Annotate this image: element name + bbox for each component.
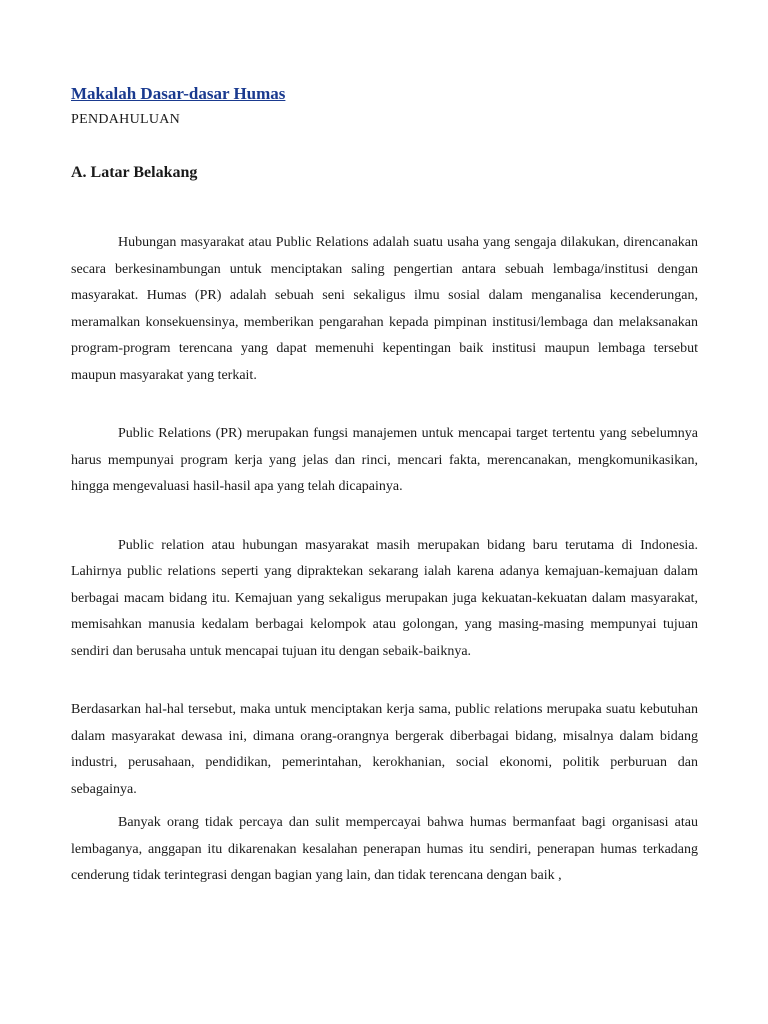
paragraph-5: Banyak orang tidak percaya dan sulit mempercayai bahwa humas bermanfaat bagi organisasi atau lembaganya, anggapan itu dikarenakan kesalahan penerapan humas itu sendiri, penerapan humas terkadang cenderung tidak terintegrasi dengan bagian yang lain, dan tidak terencana dengan baik , [71, 815, 698, 883]
paragraph-4: Berdasarkan hal-hal tersebut, maka untuk menciptakan kerja sama, public relations merupaka suatu kebutuhan dalam masyarakat dewasa ini, dimana orang-orangnya bergerak diberbagai bidang, misalnya dalam bidang industri, perusahaan, pendidikan, pemerintahan, kerokhanian, social ekonomi, politik perburuan dan sebagainya. [71, 702, 698, 797]
paragraph-2: Public Relations (PR) merupakan fungsi manajemen untuk mencapai target tertentu yang sebelumnya harus mempunyai program kerja yang jelas dan rinci, mencari fakta, merencanakan, mengkomunikasikan, hingga mengevaluasi hasil-hasil apa yang telah dicapainya. [71, 426, 698, 494]
paragraph-3: Public relation atau hubungan masyarakat masih merupakan bidang baru terutama di Indonesia. Lahirnya public relations seperti yang dipraktekan sekarang ialah karena adanya kemajuan-kemajuan dalam berbagai macam bidang itu. Kemajuan yang sekaligus merupakan juga kekuatan-kekuatan dalam masyarakat, memisahkan manusia kedalam berbagai kelompok atau golongan, yang masing-masing mempunyai tujuan sendiri dan berusaha untuk mencapai tujuan itu dengan sebaik-baiknya. [71, 537, 698, 659]
section-heading: A. Latar Belakang [71, 164, 198, 181]
document-subtitle: PENDAHULUAN [71, 112, 181, 127]
paragraph-1: Hubungan masyarakat atau Public Relations adalah suatu usaha yang sengaja dilakukan, direncanakan secara berkesinambungan untuk menciptakan saling pengertian antara sebuah lembaga/institusi dengan masyarakat. Humas (PR) adalah sebuah seni sekaligus ilmu sosial dalam menganalisa kecenderungan, meramalkan konsekuensinya, memberikan pengarahan kepada pimpinan institusi/lembaga dan melaksanakan program-program terencana yang dapat memenuhi kepentingan baik institusi maupun lembaga tersebut maupun masyarakat yang terkait. [71, 235, 698, 383]
document-page [71, 84, 698, 890]
document-title-link[interactable]: Makalah Dasar-dasar Humas [71, 84, 286, 103]
